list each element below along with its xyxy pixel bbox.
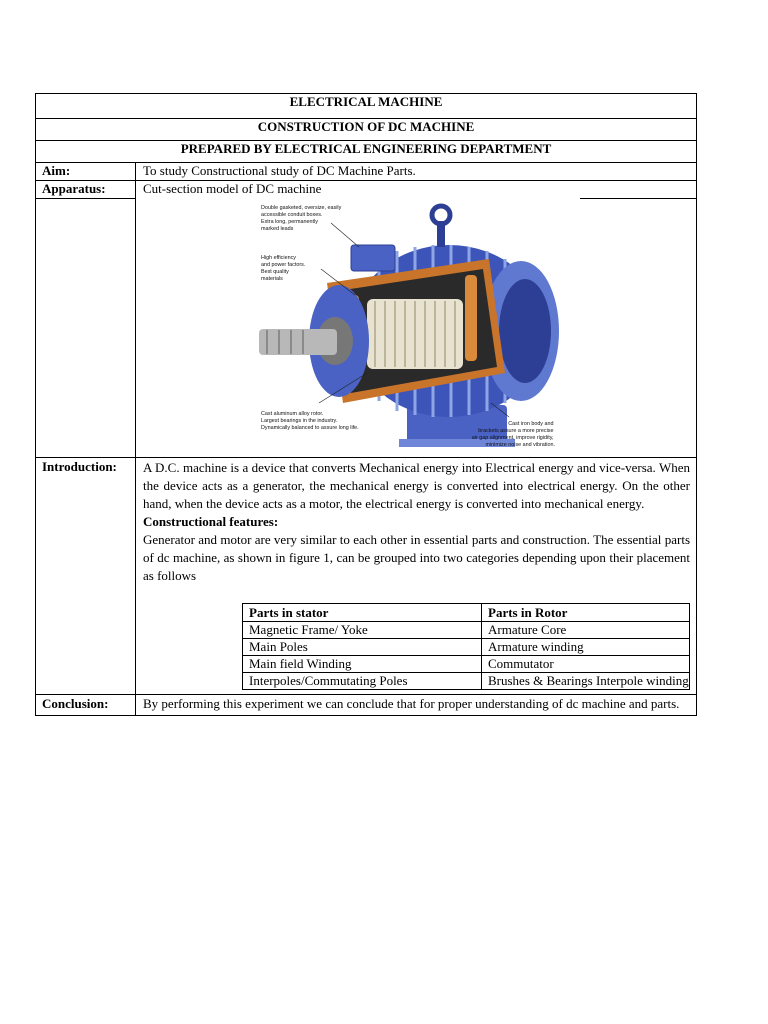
apparatus-underline (580, 198, 697, 199)
stator-part: Main field Winding (243, 656, 482, 673)
features-paragraph: Generator and motor are very similar to each other in essential parts and construction. The essential parts of dc machine, as shown in figure 1, can be grouped into two categories depending upon their placement as follows (143, 532, 690, 583)
figure-cell (136, 199, 697, 458)
doc-prepared-by: PREPARED BY ELECTRICAL ENGINEERING DEPARTMENT (36, 141, 697, 163)
rotor-part: Brushes & Bearings Interpole winding (482, 673, 690, 690)
parts-header-stator: Parts in stator (243, 604, 482, 622)
conduit-box (351, 245, 395, 271)
document-table (35, 93, 697, 716)
introduction-paragraph: A D.C. machine is a device that converts Mechanical energy into Electrical energy and vice-versa. When the device acts as a generator, the mechanical energy is converted into electrical energy. On the other hand, when the device acts as a motor, the electrical energy is converted into mechanical energy. (143, 460, 690, 511)
aim-text: To study Constructional study of DC Machine Parts. (136, 163, 697, 181)
callout-bottom-left: Cast aluminum alloy rotor. Largest bearings in the industry. Dynamically balanced to assure long life. (261, 410, 359, 431)
aim-label: Aim: (36, 163, 136, 181)
parts-table (242, 603, 690, 690)
table-row (243, 656, 690, 673)
shaft (259, 329, 337, 355)
conclusion-label: Conclusion: (36, 695, 136, 716)
conclusion-text: By performing this experiment we can conclude that for proper understanding of dc machine and parts. (136, 695, 697, 716)
doc-title: ELECTRICAL MACHINE (36, 94, 697, 119)
stator-part: Main Poles (243, 639, 482, 656)
stator-part: Magnetic Frame/ Yoke (243, 622, 482, 639)
callout-middle: High efficiency and power factors. Best quality materials (261, 254, 306, 282)
rotor-part: Commutator (482, 656, 690, 673)
rotor-part: Armature winding (482, 639, 690, 656)
apparatus-text: Cut-section model of DC machine (136, 181, 697, 199)
apparatus-label: Apparatus: (36, 181, 136, 199)
table-row (243, 639, 690, 656)
callout-bottom-right: Cast iron body and brackets assure a more precise air gap alignment, improve rigidity, minimize noise and vibration. (471, 420, 555, 448)
figure-label-cell (36, 199, 136, 458)
table-row (243, 673, 690, 690)
callout-top: Double gasketed, oversize, easily accessible conduit boxes. Extra long, permanently marked leads (261, 204, 342, 232)
doc-subtitle: CONSTRUCTION OF DC MACHINE (36, 119, 697, 141)
introduction-cell (136, 458, 697, 695)
parts-header-rotor: Parts in Rotor (482, 604, 690, 622)
rotor-part: Armature Core (482, 622, 690, 639)
dc-machine-cutaway-figure (259, 203, 559, 455)
introduction-label: Introduction: (36, 458, 136, 695)
stator-part: Interpoles/Commutating Poles (243, 673, 482, 690)
features-heading: Constructional features: (143, 514, 279, 529)
table-row (243, 622, 690, 639)
